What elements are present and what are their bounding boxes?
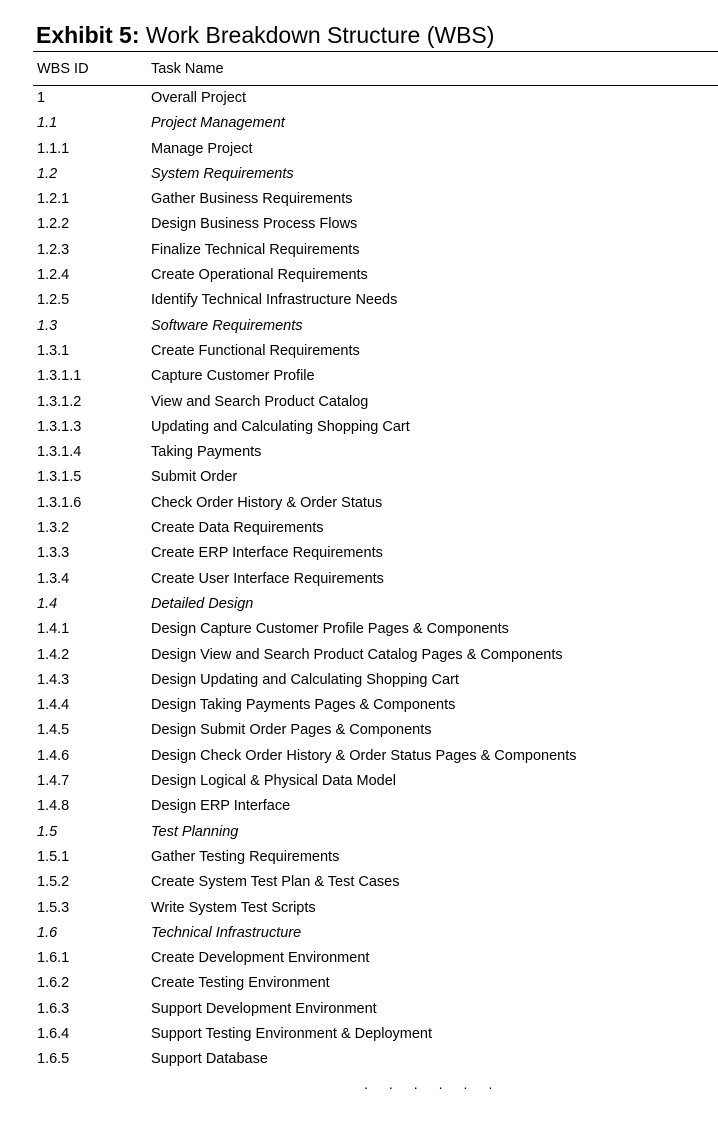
- task-name-cell: Design Business Process Flows: [151, 216, 358, 233]
- wbs-id-cell: 1.4.5: [37, 722, 70, 739]
- task-name-cell: Updating and Calculating Shopping Cart: [151, 418, 410, 435]
- column-header-wbs-id: WBS ID: [37, 61, 89, 77]
- table-row: [0, 1047, 718, 1072]
- wbs-id-cell: 1.2.5: [37, 292, 70, 309]
- task-name-cell: Create System Test Plan & Test Cases: [151, 874, 400, 891]
- task-name-cell: Project Management: [151, 115, 285, 132]
- table-row: [0, 870, 718, 895]
- table-row: [0, 390, 718, 415]
- table-row: [0, 794, 718, 819]
- table-row: [0, 845, 718, 870]
- task-name-cell: Write System Test Scripts: [151, 899, 316, 916]
- table-row: [0, 238, 718, 263]
- task-name-cell: Gather Testing Requirements: [151, 848, 340, 865]
- table-row: [0, 718, 718, 743]
- wbs-id-cell: 1.4.1: [37, 621, 70, 638]
- continuation-dots: ......: [364, 1076, 514, 1092]
- table-row: [0, 946, 718, 971]
- task-name-cell: Create Functional Requirements: [151, 342, 360, 359]
- wbs-id-cell: 1.6.2: [37, 975, 70, 992]
- task-name-cell: Identify Technical Infrastructure Needs: [151, 292, 398, 309]
- task-name-cell: Create User Interface Requirements: [151, 570, 384, 587]
- table-row: [0, 921, 718, 946]
- task-name-cell: Support Testing Environment & Deployment: [151, 1025, 433, 1042]
- table-row: [0, 440, 718, 465]
- task-name-cell: Support Development Environment: [151, 1000, 377, 1017]
- table-row: [0, 820, 718, 845]
- wbs-id-cell: 1.2.4: [37, 267, 70, 284]
- wbs-id-cell: 1.4.3: [37, 671, 70, 688]
- table-row: [0, 541, 718, 566]
- wbs-id-cell: 1.1: [37, 115, 58, 132]
- task-name-cell: Create Data Requirements: [151, 520, 324, 537]
- wbs-id-cell: 1.3.1.4: [37, 444, 82, 461]
- wbs-id-cell: 1.6.3: [37, 1000, 70, 1017]
- task-name-cell: Check Order History & Order Status: [151, 494, 383, 511]
- wbs-id-cell: 1.6.1: [37, 950, 70, 967]
- wbs-id-cell: 1.6.4: [37, 1025, 70, 1042]
- wbs-id-cell: 1.4: [37, 595, 58, 612]
- task-name-cell: Technical Infrastructure: [151, 924, 302, 941]
- wbs-id-cell: 1.3: [37, 317, 58, 334]
- table-row: [0, 491, 718, 516]
- wbs-id-cell: 1.6.5: [37, 1051, 70, 1068]
- task-name-cell: Detailed Design: [151, 595, 254, 612]
- column-header-task-name: Task Name: [151, 61, 224, 77]
- task-name-cell: Design Updating and Calculating Shopping Cart: [151, 671, 459, 688]
- wbs-id-cell: 1.4.2: [37, 646, 70, 663]
- table-row: [0, 314, 718, 339]
- table-row: [0, 516, 718, 541]
- table-row: [0, 465, 718, 490]
- task-name-cell: Manage Project: [151, 140, 253, 157]
- task-name-cell: Submit Order: [151, 469, 238, 486]
- task-name-cell: Capture Customer Profile: [151, 368, 315, 385]
- wbs-id-cell: 1.3.1.5: [37, 469, 82, 486]
- document-title-lead: Exhibit 5:: [36, 22, 140, 48]
- task-name-cell: Software Requirements: [151, 317, 303, 334]
- wbs-id-cell: 1.4.7: [37, 773, 70, 790]
- task-name-cell: Gather Business Requirements: [151, 191, 353, 208]
- wbs-id-cell: 1.4.6: [37, 747, 70, 764]
- table-row: [0, 263, 718, 288]
- wbs-id-cell: 1.2.1: [37, 191, 70, 208]
- task-name-cell: Overall Project: [151, 90, 247, 106]
- task-name-cell: Create ERP Interface Requirements: [151, 545, 383, 562]
- table-row: [0, 137, 718, 162]
- wbs-id-cell: 1.5: [37, 823, 58, 840]
- wbs-id-cell: 1.3.1.3: [37, 418, 82, 435]
- task-name-cell: Taking Payments: [151, 444, 262, 461]
- task-name-cell: Create Operational Requirements: [151, 267, 368, 284]
- table-row: [0, 567, 718, 592]
- task-name-cell: Design Logical & Physical Data Model: [151, 773, 397, 790]
- table-row: [0, 111, 718, 136]
- task-name-cell: Design Submit Order Pages & Components: [151, 722, 432, 739]
- table-row: [0, 617, 718, 642]
- task-name-cell: Create Development Environment: [151, 950, 370, 967]
- table-row: [0, 896, 718, 921]
- wbs-id-cell: 1.3.1.2: [37, 393, 82, 410]
- task-name-cell: Design ERP Interface: [151, 798, 291, 815]
- wbs-id-cell: 1.3.1.6: [37, 494, 82, 511]
- table-row: [0, 592, 718, 617]
- wbs-id-cell: 1.2.3: [37, 241, 70, 258]
- task-name-cell: Test Planning: [151, 823, 239, 840]
- wbs-id-cell: 1.2.2: [37, 216, 70, 233]
- wbs-id-cell: 1.3.3: [37, 545, 70, 562]
- wbs-id-cell: 1.5.1: [37, 848, 70, 865]
- wbs-id-cell: 1: [37, 90, 46, 106]
- document-title-text: Work Breakdown Structure (WBS): [139, 22, 495, 48]
- table-row: [0, 971, 718, 996]
- wbs-table-body: [0, 86, 718, 1073]
- task-name-cell: Design View and Search Product Catalog Pages & Components: [151, 646, 563, 663]
- title-divider: [33, 51, 718, 52]
- wbs-id-cell: 1.6: [37, 924, 58, 941]
- table-row: [0, 339, 718, 364]
- wbs-id-cell: 1.4.8: [37, 798, 70, 815]
- table-row: [0, 187, 718, 212]
- table-row: [0, 288, 718, 313]
- wbs-id-cell: 1.4.4: [37, 697, 70, 714]
- wbs-id-cell: 1.5.3: [37, 899, 70, 916]
- task-name-cell: Support Database: [151, 1051, 268, 1068]
- task-name-cell: Design Check Order History & Order Status Pages & Components: [151, 747, 577, 764]
- table-row: [0, 162, 718, 187]
- task-name-cell: Finalize Technical Requirements: [151, 241, 360, 258]
- task-name-cell: System Requirements: [151, 165, 294, 182]
- wbs-id-cell: 1.2: [37, 165, 58, 182]
- table-row: [0, 744, 718, 769]
- table-row: [0, 364, 718, 389]
- task-name-cell: Design Capture Customer Profile Pages & Components: [151, 621, 509, 638]
- table-row: [0, 86, 718, 111]
- table-row: [0, 1022, 718, 1047]
- table-row: [0, 668, 718, 693]
- table-row: [0, 415, 718, 440]
- wbs-id-cell: 1.3.2: [37, 520, 70, 537]
- table-header: [0, 58, 718, 80]
- table-row: [0, 769, 718, 794]
- wbs-id-cell: 1.3.1: [37, 342, 70, 359]
- table-row: [0, 643, 718, 668]
- wbs-id-cell: 1.1.1: [37, 140, 70, 157]
- table-row: [0, 997, 718, 1022]
- table-row: [0, 212, 718, 237]
- wbs-id-cell: 1.3.4: [37, 570, 70, 587]
- wbs-id-cell: 1.5.2: [37, 874, 70, 891]
- wbs-id-cell: 1.3.1.1: [37, 368, 82, 385]
- document-title: [36, 20, 494, 50]
- task-name-cell: Create Testing Environment: [151, 975, 330, 992]
- task-name-cell: View and Search Product Catalog: [151, 393, 369, 410]
- task-name-cell: Design Taking Payments Pages & Components: [151, 697, 456, 714]
- table-row: [0, 693, 718, 718]
